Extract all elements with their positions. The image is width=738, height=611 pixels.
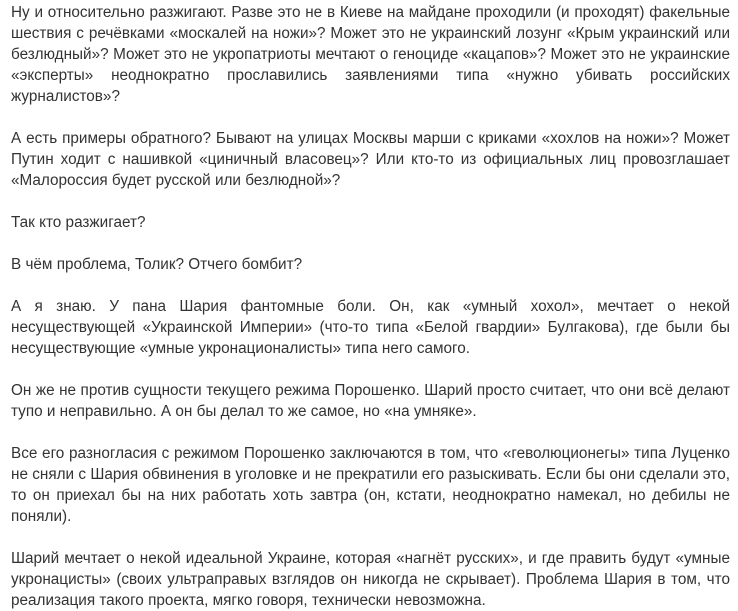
paragraph-1: Ну и относительно разжигают. Разве это не в Киеве на майдане проходили (и проходят) факельные шествия с речёвками «москалей на ножи»? Может это не украинский лозунг «Крым украинский или безлюдный»? Может это не укропатриоты мечтают о геноциде «кацапов»? Может это не украинские «эксперты» неоднократно прославились заявлениями типа «нужно убивать российских журналистов»? bbox=[11, 4, 730, 105]
paragraph-2: А есть примеры обратного? Бывают на улицах Москвы марши с криками «хохлов на ножи»? Может Путин ходит с нашивкой «циничный власовец»? Или кто-то из официальных лиц провозглашает «Малороссия будет русской или безлюдной»? bbox=[11, 130, 730, 189]
paragraph-5: А я знаю. У пана Шария фантомные боли. Он, как «умный хохол», мечтает о некой несуществующей «Украинской Империи» (что-то типа «Белой гвардии» Булгакова), где были бы несуществующие «умные укронационалисты» типа него самого. bbox=[11, 298, 730, 357]
paragraph-8: Шарий мечтает о некой идеальной Украине, которая «нагнёт русских», и где править будут «умные укронацисты» (своих ультраправых взглядов он никогда не скрывает). Проблема Шария в том, что реализация такого проекта, мягко говоря, технически невозможна. bbox=[11, 550, 730, 609]
paragraph-7: Все его разногласия с режимом Порошенко заключаются в том, что «геволюционегы» типа Луценко не сняли с Шария обвинения в уголовке и не прекратили его разыскивать. Если бы они сделали это, то он приехал бы на них работать хоть завтра (он, кстати, неоднократно намекал, но дебилы не поняли). bbox=[11, 445, 730, 525]
paragraph-4: В чём проблема, Толик? Отчего бомбит? bbox=[11, 256, 303, 273]
paragraph-6: Он же не против сущности текущего режима Порошенко. Шарий просто считает, что они всё делают тупо и неправильно. А он бы делал то же самое, но «на умняке». bbox=[11, 382, 730, 420]
paragraph-3: Так кто разжигает? bbox=[11, 214, 146, 231]
